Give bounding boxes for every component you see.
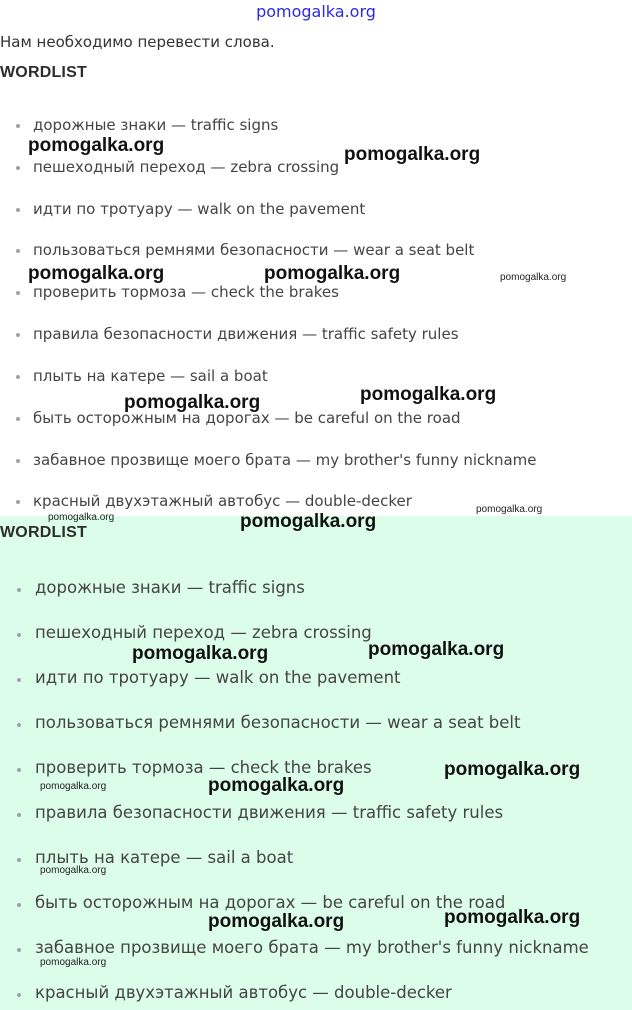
watermark: pomogalka.org: [28, 135, 165, 156]
watermark: pomogalka.org: [444, 759, 581, 780]
watermark: pomogalka.org: [40, 865, 107, 876]
wordlist-section-2: WORDLIST дорожные знаки — traffic signs пешеходный переход — zebra crossing идти по тротуару — walk on the pavement пользоваться ремнями безопасности — wear a seat belt проверить тормоза — check the brakes правила безопасности движения — traffic safety rules плыть на катере — sail a boat быть осторожным на дорогах — be careful on the road забавное прозвище моего брата — my brother's funny nickname красный двухэтажный автобус — double-decker: [0, 516, 632, 1010]
bullet-icon: [17, 768, 21, 772]
watermark: pomogalka.org: [264, 263, 401, 284]
bullet-icon: [16, 459, 20, 463]
bullet-icon: [17, 678, 21, 682]
watermark: pomogalka.org: [40, 957, 107, 968]
bullet-icon: [16, 375, 20, 379]
watermark: pomogalka.org: [208, 775, 345, 796]
bullet-icon: [17, 948, 21, 952]
bullet-icon: [17, 813, 21, 817]
bullet-icon: [16, 166, 20, 170]
watermark: pomogalka.org: [40, 781, 107, 792]
wordlist-title: WORDLIST: [0, 524, 87, 541]
bullet-icon: [17, 858, 21, 862]
watermark: pomogalka.org: [240, 511, 377, 532]
bullet-icon: [16, 500, 20, 504]
bullet-icon: [16, 208, 20, 212]
bullet-icon: [16, 417, 20, 421]
watermark: pomogalka.org: [476, 504, 543, 515]
watermark: pomogalka.org: [208, 911, 345, 932]
bullet-icon: [17, 723, 21, 727]
watermark: pomogalka.org: [500, 272, 567, 283]
watermark: pomogalka.org: [48, 512, 115, 523]
bullet-icon: [17, 633, 21, 637]
watermark: pomogalka.org: [124, 392, 261, 413]
bullet-icon: [17, 993, 21, 997]
bullet-icon: [17, 588, 21, 592]
watermark: pomogalka.org: [444, 907, 581, 928]
wordlist-section-1: WORDLIST дорожные знаки — traffic signs пешеходный переход — zebra crossing идти по тротуару — walk on the pavement пользоваться ремнями безопасности — wear a seat belt проверить тормоза — check the brakes правила безопасности движения — traffic safety rules плыть на катере — sail a boat быть осторожным на дорогах — be careful on the road забавное прозвище моего брата — my brother's funny nickname красный двухэтажный автобус — double-decker: [0, 64, 537, 510]
bullet-icon: [16, 291, 20, 295]
watermark: pomogalka.org: [360, 384, 497, 405]
bullet-icon: [16, 249, 20, 253]
watermark: pomogalka.org: [132, 643, 269, 664]
wordlist-title: WORDLIST: [0, 64, 87, 81]
watermark: pomogalka.org: [28, 263, 165, 284]
watermark: pomogalka.org: [344, 144, 481, 165]
site-header-link[interactable]: pomogalka.org: [256, 2, 376, 21]
bullet-icon: [17, 903, 21, 907]
watermark: pomogalka.org: [368, 639, 505, 660]
intro-text: Нам необходимо перевести слова.: [0, 33, 275, 51]
bullet-icon: [16, 333, 20, 337]
bullet-icon: [16, 124, 20, 128]
